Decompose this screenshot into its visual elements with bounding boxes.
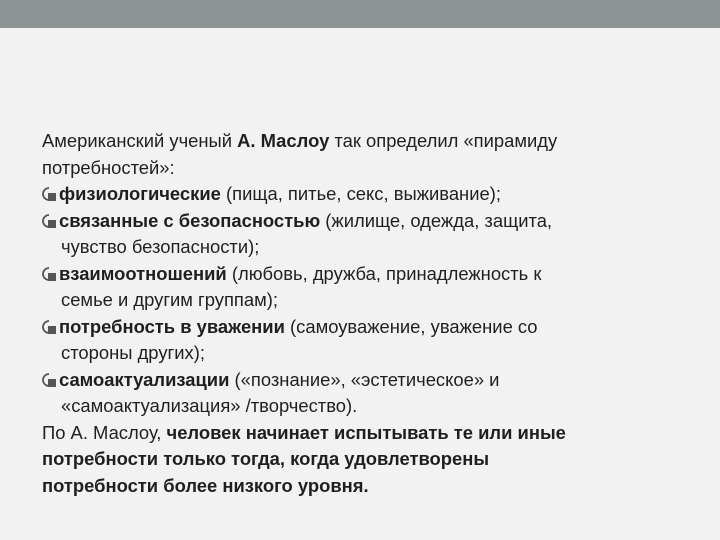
- item-detail-cont: стороны других);: [61, 342, 205, 363]
- list-item-continuation: [42, 287, 702, 314]
- item-detail: (любовь, дружба, принадлежность к: [226, 262, 542, 284]
- list-item: [42, 367, 702, 394]
- author-name: А. Маслоу: [237, 130, 330, 151]
- list-item: [42, 314, 702, 341]
- intro-text: Американский ученый: [42, 130, 238, 151]
- intro-line-2: [42, 155, 702, 182]
- item-detail: (жилище, одежда, защита,: [320, 209, 553, 231]
- checkbox-square-icon: [42, 319, 58, 335]
- list-item: [42, 208, 702, 235]
- conclusion-bold: потребности более низкого уровня.: [42, 474, 369, 496]
- item-detail-cont: «самоактуализация» /творчество).: [61, 395, 358, 416]
- conclusion-text: По А. Маслоу,: [42, 421, 167, 443]
- item-title: связанные с безопасностью: [59, 209, 321, 231]
- checkbox-square-icon: [42, 372, 58, 388]
- list-item: [42, 261, 702, 288]
- slide-top-bar: [0, 0, 720, 28]
- intro-line-1: [42, 128, 702, 155]
- item-title: взаимоотношений: [59, 262, 227, 284]
- conclusion-bold: потребности только тогда, когда удовлетворены: [42, 448, 490, 469]
- slide-content: [42, 128, 702, 499]
- item-detail: (самоуважение, уважение со: [284, 315, 538, 337]
- conclusion-line-2: [42, 446, 702, 473]
- checkbox-square-icon: [42, 266, 58, 282]
- list-item-continuation: [42, 340, 702, 367]
- item-title: физиологические: [59, 183, 221, 204]
- conclusion-line-3: [42, 473, 702, 500]
- checkbox-square-icon: [42, 186, 58, 202]
- conclusion-bold: человек начинает испытывать те или иные: [166, 421, 566, 443]
- list-item: [42, 181, 702, 208]
- intro-text-2: потребностей»:: [42, 156, 175, 178]
- item-detail-cont: чувство безопасности);: [61, 236, 260, 257]
- item-title: самоактуализации: [59, 368, 230, 390]
- item-detail: («познание», «эстетическое» и: [229, 368, 500, 390]
- checkbox-square-icon: [42, 213, 58, 229]
- item-detail-cont: семье и другим группам);: [61, 289, 278, 310]
- list-item-continuation: [42, 393, 702, 420]
- list-item-continuation: [42, 234, 702, 261]
- intro-text-end: так определил «пирамиду: [329, 130, 558, 151]
- item-detail: (пища, питье, секс, выживание);: [220, 183, 501, 204]
- conclusion-line-1: [42, 420, 702, 447]
- item-title: потребность в уважении: [59, 315, 285, 337]
